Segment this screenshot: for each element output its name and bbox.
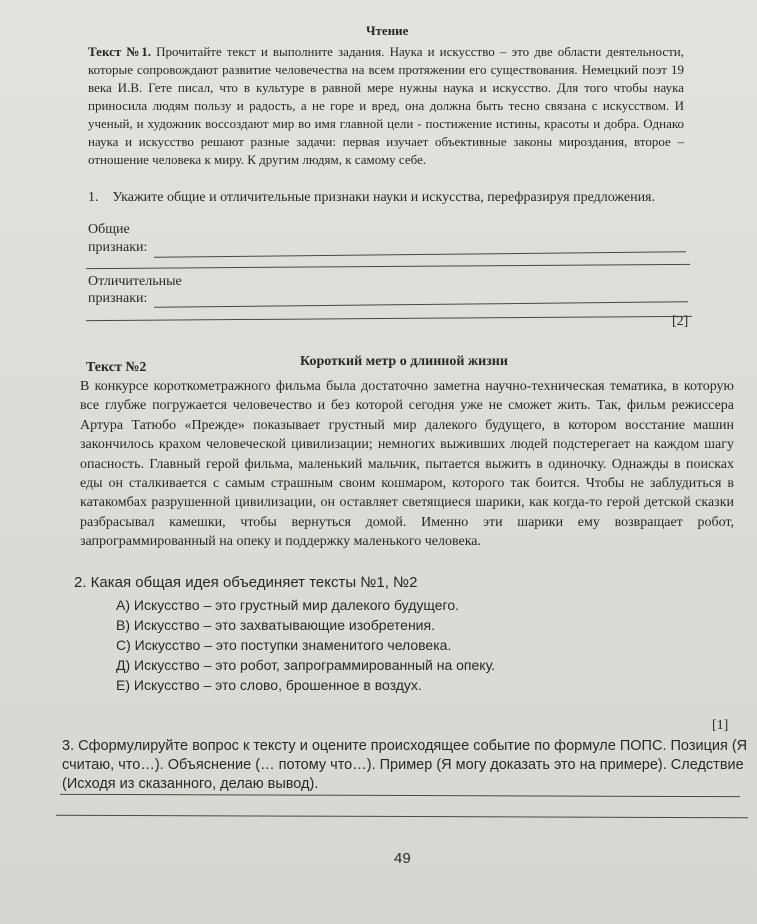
page-title: Чтение xyxy=(366,23,409,38)
page-number: 49 xyxy=(394,850,411,867)
task1-number: 1. xyxy=(88,190,99,205)
task2-option-c[interactable]: С) Искусство – это поступки знаменитого человека. xyxy=(116,637,452,653)
task3-answer-line-1[interactable] xyxy=(60,794,740,797)
distinctive-answer-line-2[interactable] xyxy=(86,316,692,321)
distinctive-features-label-2: признаки: xyxy=(88,291,148,306)
common-features-label-2: признаки: xyxy=(88,240,148,255)
task2-option-a[interactable]: А) Искусство – это грустный мир далекого будущего. xyxy=(116,597,459,613)
text1-block xyxy=(88,43,684,169)
task3-prompt: 3. Сформулируйте вопрос к тексту и оцените происходящее событие по формуле ПОПС. Позиция (Я считаю, что…). Объяснение (… потому что…). Пример (Я могу доказать это на примере). Следствие (Исходя из сказанного, делаю вывод). xyxy=(62,738,748,792)
text2-label: Текст №2 xyxy=(86,360,147,375)
task2-option-d[interactable]: Д) Искусство – это робот, запрограммированный на опеку. xyxy=(116,657,496,673)
task2-option-e[interactable]: Е) Искусство – это слово, брошенное в воздух. xyxy=(116,677,422,693)
distinctive-answer-line-1[interactable] xyxy=(154,301,688,308)
task2-question: 2. Какая общая идея объединяет тексты №1, №2 xyxy=(74,574,418,591)
text1-instruction: Прочитайте текст и выполните задания. xyxy=(156,44,385,59)
common-answer-line-1[interactable] xyxy=(154,251,686,258)
task3-answer-line-2[interactable] xyxy=(56,815,748,818)
task1-text: Укажите общие и отличительные признаки науки и искусства, перефразируя предложения. xyxy=(112,190,655,205)
text1-body: Наука и искусство – это две области деятельности, которые сопровождают развитие человечества на всем протяжении его существования. Немецкий поэт 19 века И.В. Гете писал, что в культуре в равной мере нужны наука и искусство. Для того чтобы наука приносила людям пользу и радость, а не горе и вред, она должна быть тесно связана с искусством. И ученый, и художник воссоздают мир во имя главной цели - постижение истины, красоты и добра. Однако наука и искусство решают разные задачи: первая изучает объективные законы мироздания, второе – отношение человека к миру. К другим людям, к самому себе. xyxy=(88,44,684,167)
distinctive-features-label: Отличительные xyxy=(88,274,182,289)
text1-label: Текст №1. xyxy=(88,44,152,59)
task1-prompt xyxy=(88,189,686,207)
task2-score: [1] xyxy=(712,718,729,733)
task1-score: [2] xyxy=(672,314,689,329)
text2-body: В конкурсе короткометражного фильма была достаточно заметна научно-техническая тематика, в которую все глубже погружается человечество и без которой сегодня уже не сможет жить. Так, фильм режиссера Артура Татюбо «Прежде» показывает грустный мир далекого будущего, в котором восстание машин закончилось крахом человеческой цивилизации; немногих выживших людей подстерегает на каждом шагу опасность. Главный герой фильма, маленький мальчик, пытается выжить в одиночку. Однажды в поисках еды он сталкивается с самым страшным своим кошмаром, которого так боится. Чтобы не заблудиться в катакомбах разрушенной цивилизации, он оставляет светящиеся шарики, как когда-то герой детской сказки разбрасывал камешки, чтобы вернуться домой. Именно эти шарики ему возвращает робот, запрограммированный на опеку и поддержку маленького человека. xyxy=(80,379,734,550)
task2-option-b[interactable]: В) Искусство – это захватывающие изобретения. xyxy=(116,617,435,633)
common-answer-line-2[interactable] xyxy=(86,264,690,269)
text2-title: Короткий метр о длинной жизни xyxy=(300,354,508,369)
common-features-label: Общие xyxy=(88,222,130,237)
